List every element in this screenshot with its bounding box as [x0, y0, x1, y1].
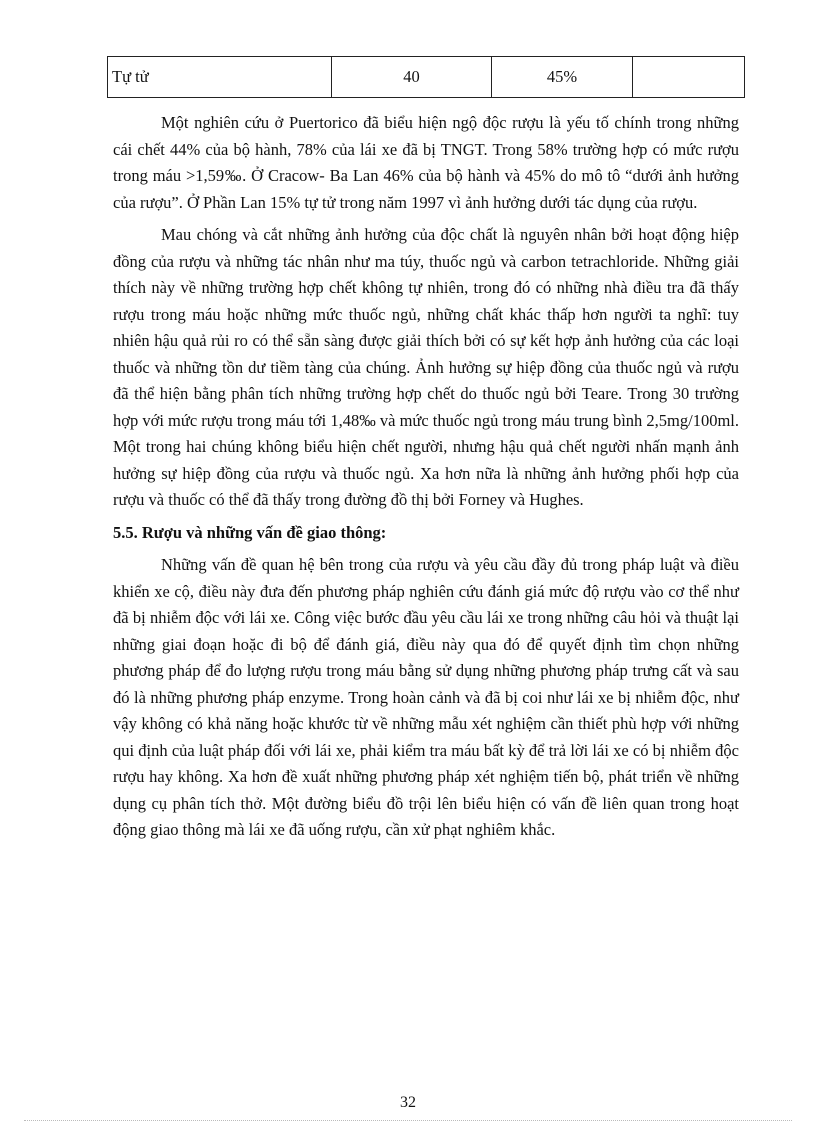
- table-cell-cause: Tự tử: [108, 57, 332, 98]
- table-cell-empty: [633, 57, 745, 98]
- section-heading: 5.5. Rượu và những vấn đề giao thông:: [113, 522, 387, 542]
- table-cell-percent: 45%: [491, 57, 633, 98]
- page-number: 32: [400, 1094, 416, 1111]
- paragraph-puertorico-study: Một nghiên cứu ở Puertorico đã biểu hiện ngộ độc rượu là yếu tố chính trong những cái chết 44% của bộ hành, 78% của lái xe đã bị TNGT. Trong 58% trường hợp có mức rượu trong máu >1,59‰. Ở Cracow- Ba Lan 46% của bộ hành và 45% do mô tô “dưới ảnh hưởng của rượu”. Ở Phần Lan 15% tự tử trong năm 1997 vì ảnh hưởng dưới tác dụng của rượu.: [113, 113, 739, 212]
- footer-divider: [24, 1120, 792, 1121]
- table-cell-count: 40: [332, 57, 491, 98]
- paragraph-synergy-effects: Mau chóng và cắt những ảnh hưởng của độc chất là nguyên nhân bởi hoạt động hiệp đồng của rượu và những tác nhân như ma túy, thuốc ngủ và carbon tetrachloride. Những giải thích này về những trường hợp chết không tự nhiên, trong đó có những nhà điều tra đã thấy rượu trong máu hoặc những mức thuốc ngủ, những chất khác thấp hơn người ta nghĩ: tuy nhiên hậu quả rủi ro có thể sẵn sàng được giải thích bởi có sự kết hợp ảnh hưởng của các loại thuốc và những tồn dư tiềm tàng của chúng. Ảnh hưởng sự hiệp đồng của thuốc ngủ và rượu đã thể hiện bằng phân tích những trường hợp chết do thuốc ngủ bởi Teare. Trong 30 trường hợp với mức rượu trong máu tới 1,48‰ và mức thuốc ngủ trong máu trung bình 2,5mg/100ml. Một trong hai chúng không biểu hiện chết người, nhưng hậu quả chết người nhấn mạnh ảnh hưởng sự hiệp đồng của rượu và thuốc ngủ. Xa hơn nữa là những ảnh hưởng phối hợp của rượu và thuốc có thể đã thấy trong đường đồ thị bởi Forney và Hughes.: [113, 225, 739, 509]
- table-row: [108, 57, 745, 98]
- body-text: [113, 110, 739, 850]
- statistics-table: [107, 56, 745, 98]
- paragraph-traffic-problems: Những vấn đề quan hệ bên trong của rượu và yêu cầu đầy đủ trong pháp luật và điều khiển xe cộ, điều này đưa đến phương pháp nghiên cứu đánh giá mức độ rượu vào cơ thể như đã bị nhiễm độc với lái xe. Công việc bước đầu yêu cầu lái xe trong những câu hỏi và thuật lại những giai đoạn hoặc đi bộ để đánh giá, điều này qua đó để quyết định tìm chọn những phương pháp để đo lượng rượu trong máu bằng sử dụng những phương pháp trưng cất và sau đó là những phương pháp enzyme. Trong hoàn cảnh và đã bị coi như lái xe bị nhiễm độc, như vậy không có khả năng hoặc khước từ về những mẫu xét nghiệm cần thiết phù hợp với những qui định của luật pháp đối với lái xe, phải kiểm tra máu bất kỳ để trả lời lái xe có bị nhiễm độc rượu hay không. Xa hơn đề xuất những phương pháp xét nghiệm tiến bộ, phát triển về những dụng cụ phân tích thở. Một đường biểu đồ trội lên biểu hiện có vấn đề liên quan trong hoạt động giao thông mà lái xe đã uống rượu, cần xử phạt nghiêm khắc.: [113, 555, 739, 839]
